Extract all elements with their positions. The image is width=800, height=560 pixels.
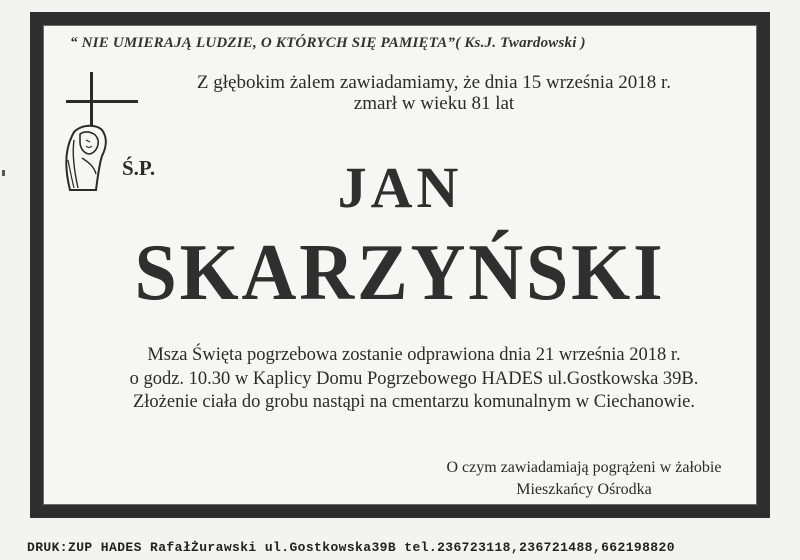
announcement xyxy=(144,72,724,114)
announcement-line-2: zmarł w wieku 81 lat xyxy=(353,93,515,114)
printer-imprint: DRUK:ZUP HADES RafałŻurawski ul.Gostkowska39B tel.236723118,236721488,662198820 xyxy=(27,540,675,555)
mourning-frame xyxy=(30,12,770,518)
mourners-line-2: Mieszkańcy Ośrodka xyxy=(516,481,652,498)
funeral-line-1: Msza Święta pogrzebowa zostanie odprawiona dnia 21 września 2018 r. xyxy=(147,345,681,365)
funeral-line-2: o godz. 10.30 w Kaplicy Domu Pogrzebowego HADES ul.Gostkowska 39B. xyxy=(129,368,699,389)
mourners-line-1: O czym zawiadamiają pogrążeni w żałobie xyxy=(446,459,722,476)
scan-mark xyxy=(2,170,5,176)
funeral-details xyxy=(94,344,734,415)
late-prefix: Ś.P. xyxy=(122,156,156,180)
funeral-line-3: Złożenie ciała do grobu nastąpi na cmentarzu komunalnym w Ciechanowie. xyxy=(132,392,695,412)
obituary-card xyxy=(43,25,757,505)
deceased-first-name: JAN xyxy=(337,155,463,220)
announcement-line-1: Z głębokim żalem zawiadamiamy, że dnia 15 września 2018 r. xyxy=(196,72,672,93)
epigraph-quote: “ NIE UMIERAJĄ LUDZIE, O KTÓRYCH SIĘ PAMIĘTA”( Ks.J. Twardowski ) xyxy=(70,35,586,51)
mourners-signature xyxy=(404,457,764,501)
deceased-last-name: SKARZYŃSKI xyxy=(134,229,666,317)
